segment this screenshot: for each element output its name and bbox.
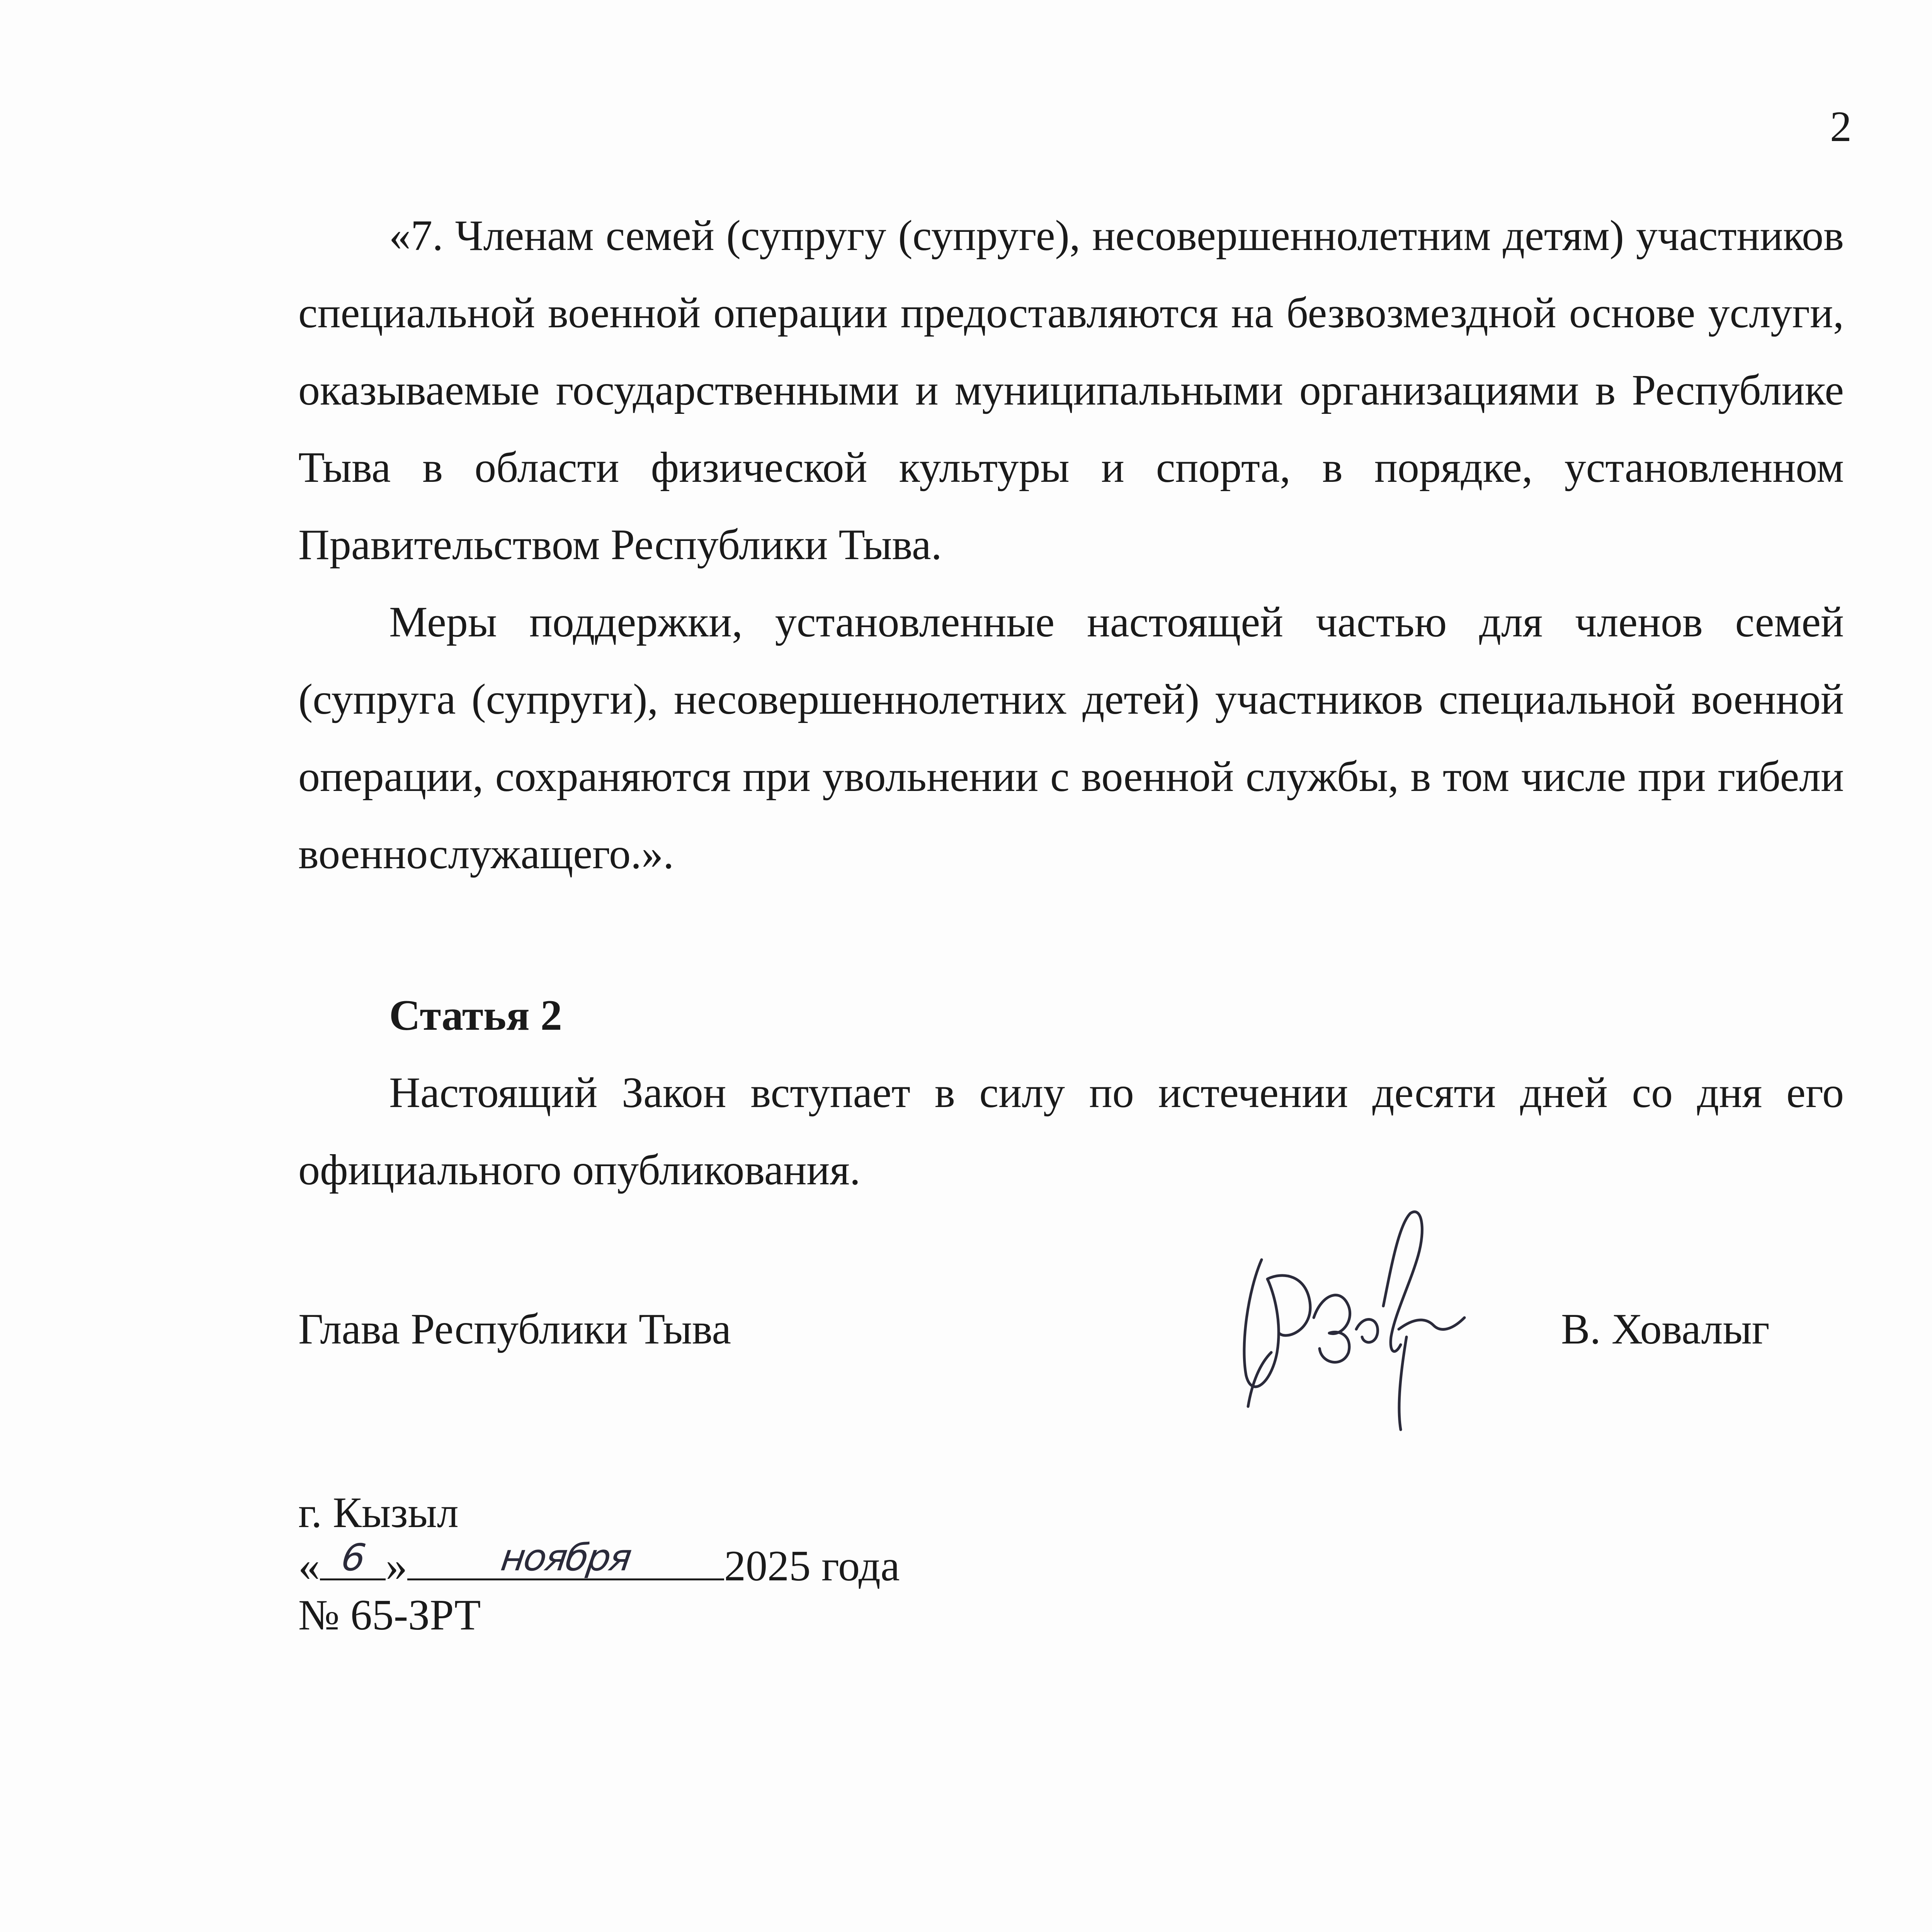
date-year: 2025 года <box>724 1542 900 1590</box>
article1-paragraph-support-measures: Меры поддержки, установленные настоящей частью для членов семей (супруга (супруги), несовершеннолетних детей) участников специальной военной операции, сохраняются при увольнении с военной службы, в том числе при гибели военнослужащего.». <box>298 598 1844 878</box>
date-open-quote: « <box>298 1542 320 1590</box>
law-number: № 65-ЗРТ <box>298 1591 481 1639</box>
signatory-name: В. Ховалыг <box>1561 1305 1770 1353</box>
issue-date <box>298 1536 900 1591</box>
page-number: 2 <box>1830 103 1852 151</box>
date-close-quote: » <box>386 1542 407 1590</box>
article2-text: Настоящий Закон вступает в силу по истечении десяти дней со дня его официального опубликования. <box>298 1069 1844 1194</box>
date-month-field <box>407 1536 724 1580</box>
article2-heading: Статья 2 <box>389 992 562 1039</box>
date-month-handwritten: ноября <box>498 1536 633 1579</box>
date-day-handwritten: 6 <box>338 1536 367 1579</box>
signatory-title: Глава Республики Тыва <box>298 1305 731 1353</box>
article1-paragraph-7: «7. Членам семей (супругу (супруге), несовершеннолетним детям) участников специальной военной операции предоставляются на безвозмездной основе услуги, оказываемые государственными и муниципальными организациями в Республике Тыва в области физической культуры и спорта, в порядке, установленном Правительством Республики Тыва. <box>298 212 1844 569</box>
issue-place: г. Кызыл <box>298 1489 459 1537</box>
date-day-field <box>320 1536 386 1580</box>
handwritten-signature <box>1225 1190 1488 1453</box>
